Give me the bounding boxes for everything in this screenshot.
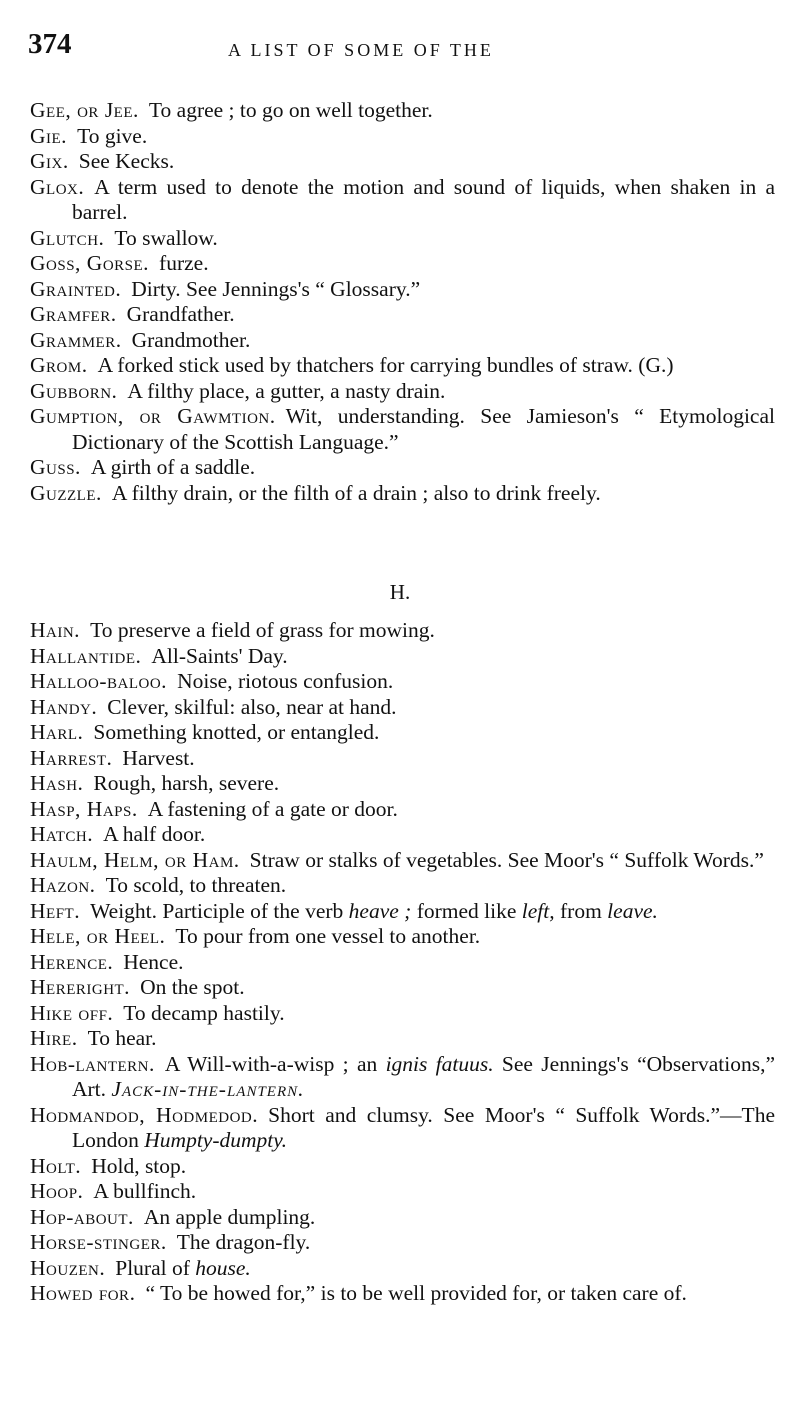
headword: Hop-about. xyxy=(30,1204,134,1229)
definition: To hear. xyxy=(87,1026,157,1050)
entry-gubborn xyxy=(30,379,775,405)
italic-word: leave. xyxy=(607,898,658,923)
headword: Gramfer. xyxy=(30,302,117,326)
entry-heft xyxy=(30,899,775,925)
headword: Houzen. xyxy=(30,1255,106,1280)
definition: An apple dumpling. xyxy=(143,1204,316,1229)
entry-handy xyxy=(30,695,775,721)
entry-hele xyxy=(30,924,775,950)
entry-gix xyxy=(30,149,775,175)
headword: Heft. xyxy=(30,898,81,923)
entry-gee xyxy=(30,98,775,124)
section-heading-h: H. xyxy=(389,580,411,604)
definition: Grandmother. xyxy=(131,327,251,352)
headword: Gie. xyxy=(30,123,68,148)
italic-word: ignis fatuus. xyxy=(385,1051,494,1076)
definition: To scold, to threaten. xyxy=(105,873,287,897)
headword: Glutch. xyxy=(30,225,105,250)
definition: Something knotted, or entangled. xyxy=(93,720,380,744)
definition: A forked stick used by thatchers for carrying bundles of straw. (G.) xyxy=(97,353,674,377)
definition: Rough, harsh, severe. xyxy=(93,771,280,795)
definition: On the spot. xyxy=(140,975,245,999)
headword: Handy. xyxy=(30,694,98,719)
headword: Gumption, or Gawmtion. xyxy=(30,404,276,428)
definition: Short and clumsy. See Moor's “ Suffolk Words.”—The London xyxy=(72,1102,775,1152)
definition: To preserve a field of grass for mowing. xyxy=(90,618,435,642)
italic-word: Humpty-dumpty. xyxy=(144,1128,287,1152)
entry-halloo-baloo xyxy=(30,669,775,695)
entry-howed-for xyxy=(30,1281,775,1307)
definition: See Jennings's “Observations,” Art. xyxy=(72,1051,775,1101)
entry-hazon xyxy=(30,873,775,899)
entry-grainted xyxy=(30,277,775,303)
italic-word: Jack-in-the-lantern. xyxy=(111,1077,305,1101)
headword: Goss, Gorse. xyxy=(30,251,150,275)
headword: Hatch. xyxy=(30,822,94,846)
headword: Guss. xyxy=(30,455,81,479)
entry-herence xyxy=(30,950,775,976)
definition: A filthy drain, or the filth of a drain ; also to drink freely. xyxy=(111,480,601,505)
definition: A filthy place, a gutter, a nasty drain. xyxy=(127,378,446,403)
entry-grom xyxy=(30,353,775,379)
entry-harl xyxy=(30,720,775,746)
headword: Haulm, Helm, or Ham. xyxy=(30,847,240,872)
headword: Guzzle. xyxy=(30,480,102,505)
definition: To swallow. xyxy=(114,225,218,250)
entry-glutch xyxy=(30,226,775,252)
headword: Hereright. xyxy=(30,975,131,999)
definition: See Kecks. xyxy=(78,149,175,173)
entry-hash xyxy=(30,771,775,797)
definition: A Will-with-a-wisp ; an xyxy=(164,1051,386,1076)
entry-harrest xyxy=(30,746,775,772)
entry-hob-lantern xyxy=(30,1052,775,1103)
running-title: A LIST OF SOME OF THE xyxy=(228,40,494,60)
section-h xyxy=(30,618,775,1307)
definition: A half door. xyxy=(103,822,206,846)
italic-word: house. xyxy=(195,1255,251,1280)
headword: Hele, or Heel. xyxy=(30,924,166,948)
definition: from xyxy=(554,898,608,923)
entry-haulm xyxy=(30,848,775,874)
headword: Hike off. xyxy=(30,1000,114,1025)
entry-houzen xyxy=(30,1256,775,1282)
definition: Wit, understanding. See Jamieson's “ Etymological Dictionary of the Scottish Language.” xyxy=(72,404,775,454)
headword: Howed for. xyxy=(30,1281,136,1305)
headword: Hoop. xyxy=(30,1179,84,1203)
headword: Gee, or Jee. xyxy=(30,98,139,122)
entry-grammer xyxy=(30,328,775,354)
headword: Horse-stinger. xyxy=(30,1230,167,1254)
headword: Holt. xyxy=(30,1153,82,1178)
definition: To agree ; to go on well together. xyxy=(148,98,433,122)
definition: Hence. xyxy=(123,949,184,974)
definition: furze. xyxy=(159,251,209,275)
headword: Hallantide. xyxy=(30,643,142,668)
definition: Straw or stalks of vegetables. See Moor's “ Suffolk Words.” xyxy=(249,847,764,872)
definition: A girth of a saddle. xyxy=(90,455,256,479)
entry-gramfer xyxy=(30,302,775,328)
entry-hodmandod xyxy=(30,1103,775,1154)
definition: All-Saints' Day. xyxy=(151,643,288,668)
definition: “ To be howed for,” is to be well provided for, or taken care of. xyxy=(145,1281,687,1305)
headword: Herence. xyxy=(30,949,114,974)
entry-hoop xyxy=(30,1179,775,1205)
headword: Hash. xyxy=(30,771,84,795)
definition: Weight. Participle of the verb xyxy=(90,898,349,923)
headword: Hire. xyxy=(30,1026,78,1050)
entry-hasp xyxy=(30,797,775,823)
section-g xyxy=(30,98,775,506)
headword: Hazon. xyxy=(30,873,96,897)
headword: Grom. xyxy=(30,353,88,377)
entry-guzzle xyxy=(30,481,775,507)
definition: Plural of xyxy=(115,1255,196,1280)
entry-glox xyxy=(30,175,775,226)
entry-hain xyxy=(30,618,775,644)
page-number: 374 xyxy=(28,28,72,60)
entry-hop-about xyxy=(30,1205,775,1231)
headword: Halloo-baloo. xyxy=(30,669,168,693)
headword: Hodmandod, Hodmedod. xyxy=(30,1102,259,1127)
definition: To pour from one vessel to another. xyxy=(175,924,481,948)
definition: Harvest. xyxy=(122,745,195,770)
entry-hike-off xyxy=(30,1001,775,1027)
italic-word: heave ; xyxy=(348,898,412,923)
definition: A bullfinch. xyxy=(93,1179,197,1203)
definition: Hold, stop. xyxy=(91,1153,187,1178)
headword: Glox. xyxy=(30,174,85,199)
definition: Noise, riotous confusion. xyxy=(177,669,394,693)
headword: Grammer. xyxy=(30,327,122,352)
headword: Hasp, Haps. xyxy=(30,796,138,821)
definition: Dirty. See Jennings's “ Glossary.” xyxy=(131,276,421,301)
headword: Grainted. xyxy=(30,276,122,301)
definition: A term used to denote the motion and sound of liquids, when shaken in a barrel. xyxy=(72,174,775,224)
entry-gumption xyxy=(30,404,775,455)
entry-guss xyxy=(30,455,775,481)
headword: Gix. xyxy=(30,149,69,173)
definition: The dragon-fly. xyxy=(176,1230,311,1254)
definition: A fastening of a gate or door. xyxy=(147,796,398,821)
definition: To give. xyxy=(77,123,148,148)
entry-hallantide xyxy=(30,644,775,670)
entry-holt xyxy=(30,1154,775,1180)
definition: Clever, skilful: also, near at hand. xyxy=(107,694,397,719)
headword: Harl. xyxy=(30,720,84,744)
entry-horse-stinger xyxy=(30,1230,775,1256)
entry-hatch xyxy=(30,822,775,848)
headword: Hain. xyxy=(30,618,81,642)
headword: Gubborn. xyxy=(30,378,118,403)
entry-goss xyxy=(30,251,775,277)
definition: Grandfather. xyxy=(126,302,235,326)
entry-hire xyxy=(30,1026,775,1052)
definition: To decamp hastily. xyxy=(123,1000,285,1025)
headword: Hob-lantern. xyxy=(30,1051,155,1076)
italic-word: left, xyxy=(521,898,555,923)
entry-hereright xyxy=(30,975,775,1001)
definition: formed like xyxy=(411,898,522,923)
entry-gie xyxy=(30,124,775,150)
page-header xyxy=(28,28,772,68)
headword: Harrest. xyxy=(30,745,113,770)
